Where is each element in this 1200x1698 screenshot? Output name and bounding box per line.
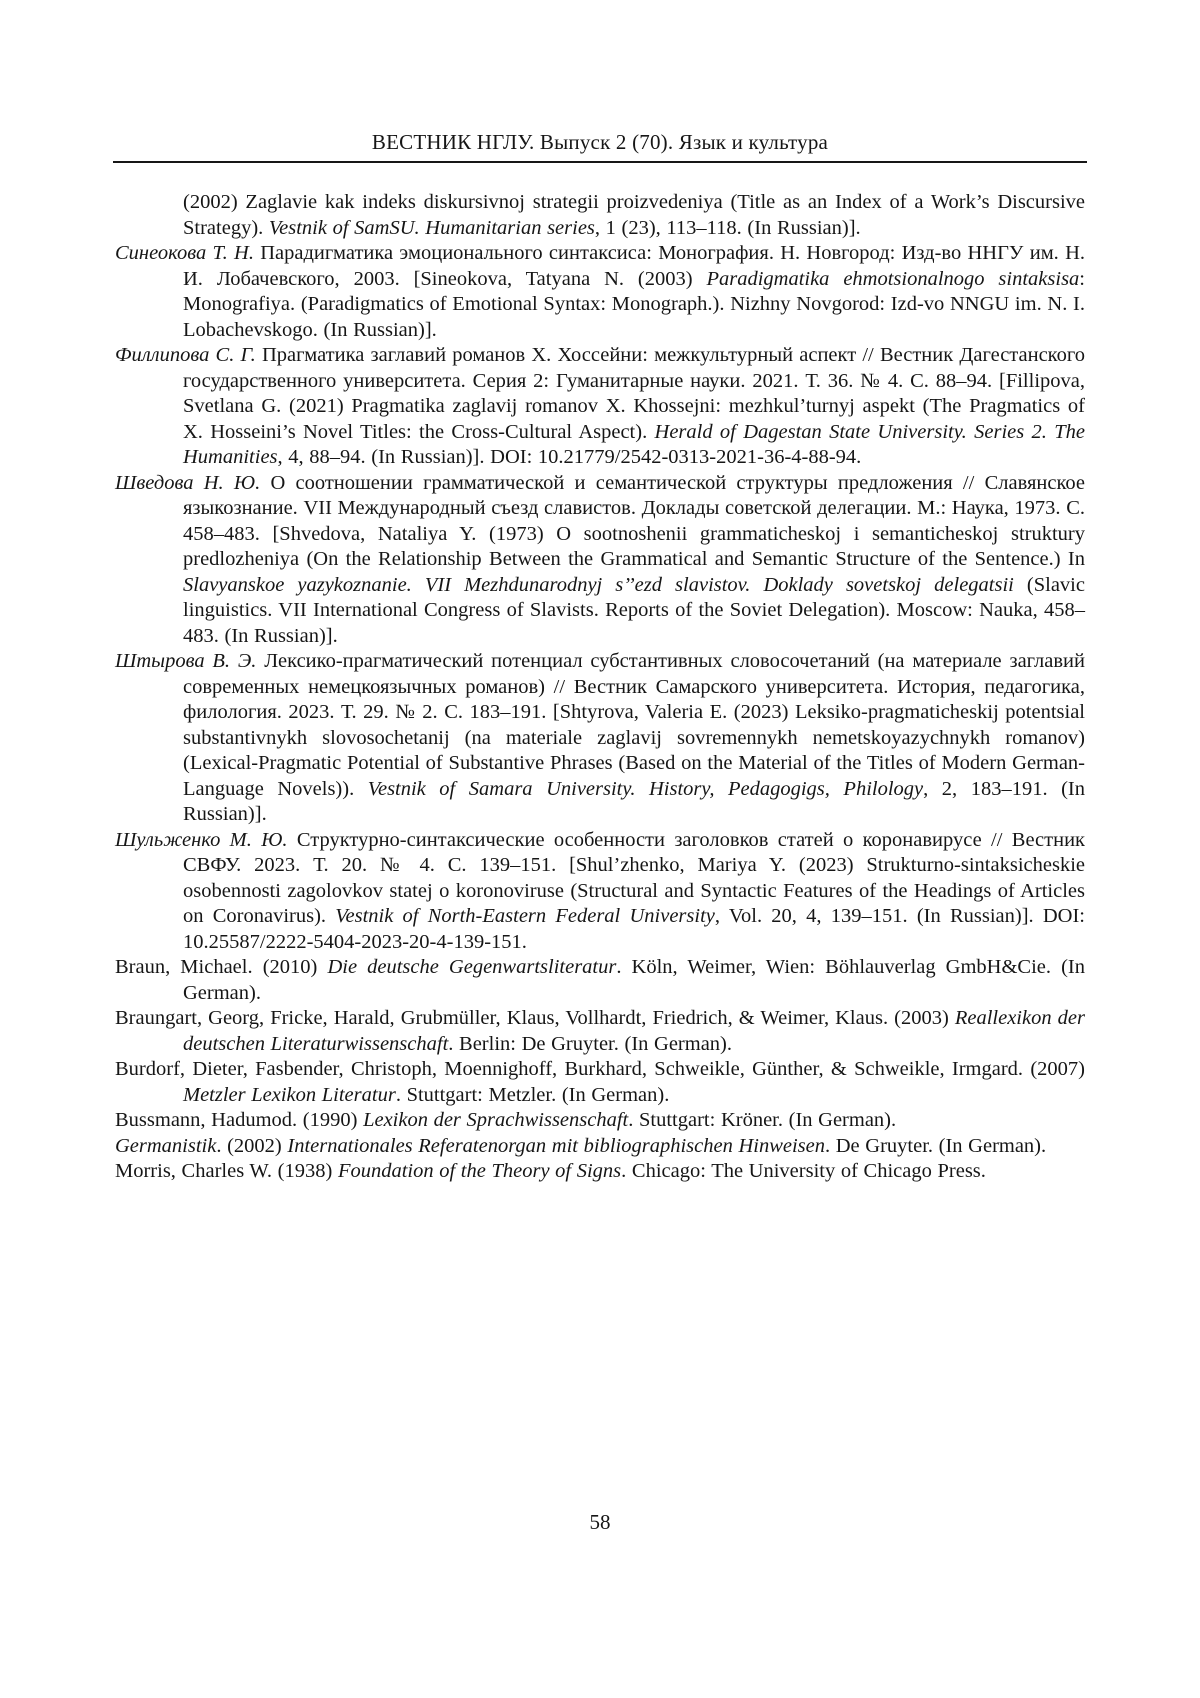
reference-entry <box>115 1134 1085 1160</box>
reference-segment: . Chicago: The University of Chicago Press. <box>621 1160 986 1182</box>
reference-segment: Braungart, Georg, Fricke, Harald, Grubmüller, Klaus, Vollhardt, Friedrich, & Weimer, Klaus. (2003) <box>115 1007 955 1029</box>
reference-segment-italic: Foundation of the Theory of Signs <box>337 1160 622 1182</box>
reference-segment-italic: Germanistik <box>115 1134 217 1157</box>
reference-segment-italic: Paradigmatika ehmotsionalnogo sintaksisa <box>706 267 1080 290</box>
reference-segment: Burdorf, Dieter, Fasbender, Christoph, Moennighoff, Burkhard, Schweikle, Günther, & Schweikle, Irmgard. (2007) <box>115 1058 1085 1080</box>
reference-segment: , 2, 183–191. (In Russian)]. <box>183 777 1085 825</box>
reference-segment-italic: Штырова В. Э. <box>115 650 257 672</box>
reference-segment: . Berlin: De Gruyter. (In German). <box>448 1032 732 1055</box>
reference-segment: О соотношении грамматической и семантической структуры предложения // Славянское языкознание. VII Международный съезд славистов. Доклады советской делегации. М.: Наука, 1973. С. 458–483. [Shvedova, Nataliya Y. (1973) O sootnoshenii grammaticheskoj i semanticheskoj struktury predlozheniya (On the Relationship Between the Grammatical and Semantic Structure of the Sentence.) In <box>183 471 1085 570</box>
reference-segment-italic: Vestnik of SamSU. Humanitarian series <box>268 216 595 239</box>
reference-segment: Структурно-синтаксические особенности заголовков статей о коронавирусе // Вестник СВФУ. 2023. Т. 20. № 4. С. 139–151. [Shul’zhenko, Mariya Y. (2023) Strukturno-sintaksicheskie osobennosti zagolovkov statej o koronoviruse (Structural and Syntactic Features of the Headings of Articles on Coronavirus). <box>183 828 1086 927</box>
reference-segment-italic: Lexikon der Sprachwissenschaft <box>363 1109 629 1131</box>
reference-segment: : Monografiya. (Paradigmatics of Emotional Syntax: Monograph.). Nizhny Novgorod: Izd-vo NNGU im. N. I. Lobachevskogo. (In Russian)]. <box>183 267 1085 341</box>
reference-segment: , Vol. 20, 4, 139–151. (In Russian)]. DOI: 10.25587/2222-5404-2023-20-4-139-151. <box>183 905 1085 953</box>
reference-segment: . De Gruyter. (In German). <box>824 1134 1047 1157</box>
reference-segment: (2002) Zaglavie kak indeks diskursivnoj strategii proizvedeniya (Title as an Index of a Work’s Discursive Strategy). <box>183 191 1085 239</box>
reference-entry <box>115 190 1085 241</box>
reference-entry <box>115 471 1085 650</box>
reference-entry <box>115 241 1085 343</box>
reference-segment: Прагматика заглавий романов Х. Хоссейни: межкультурный аспект // Вестник Дагестанского государственного университета. Серия 2: Гуманитарные науки. 2021. Т. 36. № 4. С. 88–94. [Fillipova, Svetlana G. (2021) Pragmatika zaglavij romanov X. Khossejni: mezhkul’turnyj aspekt (The Pragmatics of X. Hosseini’s Novel Titles: the Cross-Cultural Aspect). <box>183 344 1085 443</box>
reference-segment-italic: Metzler Lexikon Literatur <box>183 1083 396 1106</box>
header-rule <box>113 161 1087 163</box>
reference-segment: Лексико-прагматический потенциал субстантивных словосочетаний (на материале заглавий современных немецкоязычных романов) // Вестник Самарского университета. История, педагогика, филология. 2023. Т. 29. № 2. С. 183–191. [Shtyrova, Valeria E. (2023) Leksiko-pragmaticheskij potentsial substantivnykh slovosochetanij (na materiale zaglavij sovremennykh nemetskoyazychnykh romanov) (Lexical-Pragmatic Potential of Substantive Phrases (Based on the Material of the Titles of Modern German-Language Novels)). <box>183 650 1085 800</box>
reference-segment: (Slavic linguistics. VII International Congress of Slavists. Reports of the Soviet Delegation). Moscow: Nauka, 458–483. (In Russian)]. <box>183 573 1085 647</box>
reference-entry <box>115 343 1085 471</box>
reference-segment-italic: Internationales Referatenorgan mit bibliographischen Hinweisen <box>287 1134 825 1157</box>
reference-entry <box>115 1159 1085 1185</box>
page-number: 58 <box>589 1510 611 1534</box>
reference-segment: . Köln, Weimer, Wien: Böhlauverlag GmbH&Cie. (In German). <box>183 956 1086 1004</box>
reference-segment: , 1 (23), 113–118. (In Russian)]. <box>594 216 861 239</box>
reference-segment-italic: Синеокова Т. Н. <box>115 242 254 264</box>
reference-segment: Braun, Michael. (2010) <box>115 956 328 978</box>
reference-segment: . Stuttgart: Kröner. (In German). <box>628 1109 897 1131</box>
reference-segment: , 4, 88–94. (In Russian)]. DOI: 10.21779/2542-0313-2021-36-4-88-94. <box>277 446 862 468</box>
reference-segment: Morris, Charles W. (1938) <box>115 1160 338 1182</box>
reference-entry <box>115 955 1085 1006</box>
reference-segment: Bussmann, Hadumod. (1990) <box>115 1109 364 1131</box>
reference-entry <box>115 649 1085 828</box>
reference-segment-italic: Reallexikon der deutschen Literaturwissenschaft <box>183 1007 1085 1055</box>
reference-entry <box>115 828 1085 956</box>
journal-header-title: ВЕСТНИК НГЛУ. Выпуск 2 (70). Язык и культура <box>371 130 829 154</box>
reference-segment: Парадигматика эмоционального синтаксиса: Монография. Н. Новгород: Изд-во ННГУ им. Н. И. Лобачевского, 2003. [Sineokova, Tatyana N. (2003) <box>183 242 1086 290</box>
reference-entry <box>115 1108 1085 1134</box>
reference-entry <box>115 1006 1085 1057</box>
reference-segment-italic: Vestnik of Samara University. History, Pedagogigs, Philology <box>367 777 924 800</box>
reference-segment-italic: Vestnik of North-Eastern Federal University <box>335 905 715 927</box>
reference-segment-italic: Die deutsche Gegenwartsliteratur <box>327 956 617 978</box>
reference-segment: . (2002) <box>216 1134 288 1157</box>
reference-segment-italic: Slavyanskoe yazykoznanie. VII Mezhdunarodnyj s’’ezd slavistov. Doklady sovetskoj delegatsii <box>183 573 1014 596</box>
reference-segment-italic: Herald of Dagestan State University. Series 2. The Humanities <box>183 420 1086 468</box>
references-list <box>115 190 1085 1185</box>
reference-segment: . Stuttgart: Metzler. (In German). <box>395 1083 670 1106</box>
reference-segment-italic: Шведова Н. Ю. <box>115 471 261 494</box>
reference-entry <box>115 1057 1085 1108</box>
reference-segment-italic: Шульженко М. Ю. <box>115 828 288 851</box>
reference-segment-italic: Филлипова С. Г. <box>115 344 256 366</box>
